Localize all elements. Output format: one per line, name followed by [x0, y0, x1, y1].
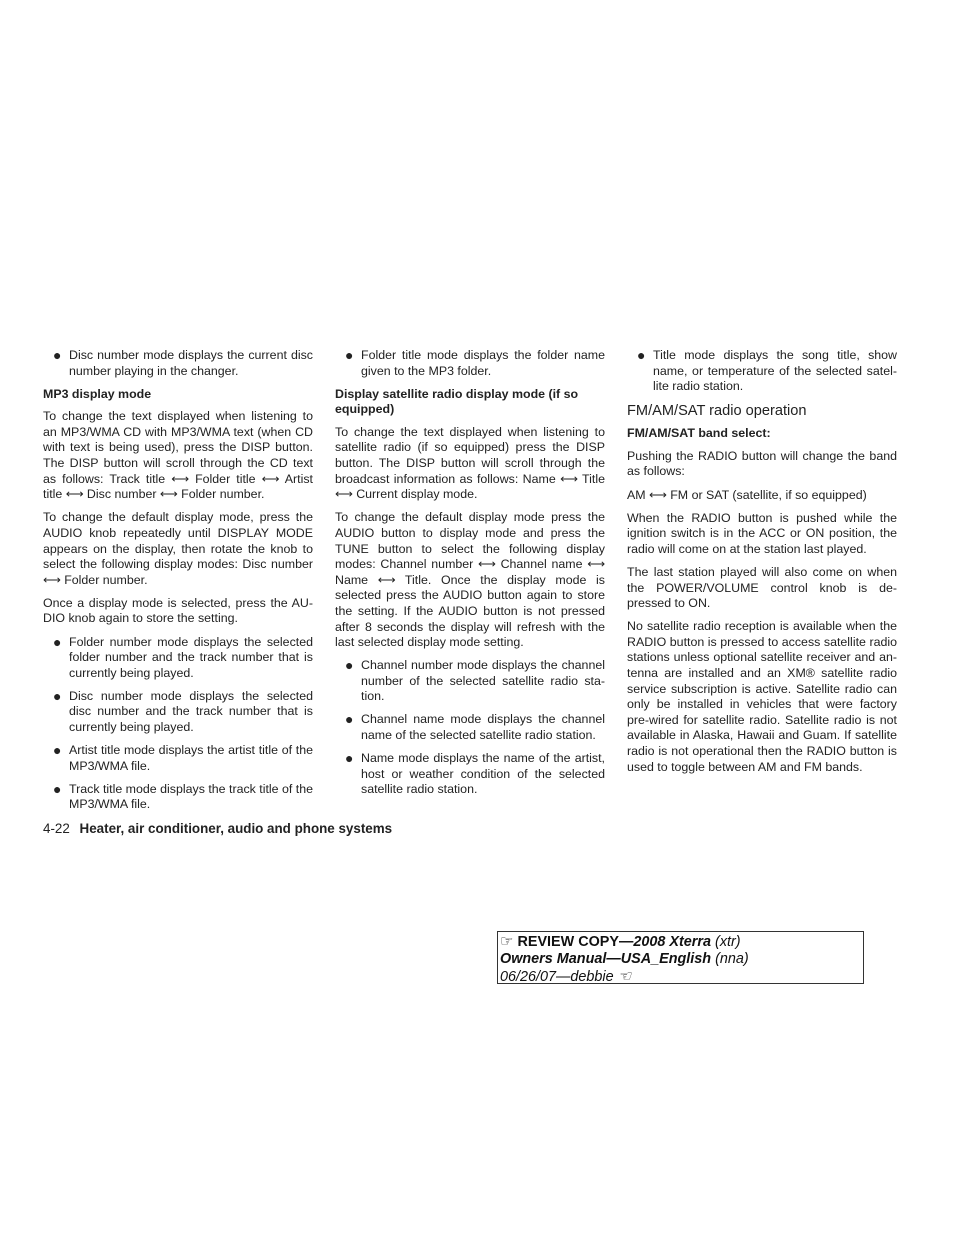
list-item	[43, 348, 313, 379]
paragraph: Once a display mode is selected, press the AU-DIO knob again to store the setting.	[43, 595, 313, 626]
bullet-text: Disc number mode displays the current disc number playing in the changer.	[69, 348, 313, 378]
list-item	[43, 782, 313, 813]
stamp-date: 06/26/07—debbie	[500, 969, 614, 985]
paragraph: To change the text displayed when listening to satellite radio (if so equipped) press the DISP button. The DISP button will scroll through the broadcast information as follows: Name ⟷ Title ⟷ Current display mode.	[335, 424, 605, 502]
column-2	[335, 348, 605, 805]
page-footer	[43, 820, 392, 838]
column-1	[43, 348, 313, 820]
pointing-hand-left-icon: ☜	[617, 968, 632, 985]
manual-code: (nna)	[711, 951, 749, 967]
bullet-icon: ●	[53, 687, 62, 704]
column-3	[627, 348, 897, 783]
review-copy-stamp	[497, 931, 864, 984]
paragraph: To change the default display mode press the AUDIO button to display mode and press the TUNE button to select the following display modes: Channel number ⟷ Channel name ⟷ Name ⟷ Title. Once the display mode is selected press the AUDIO button again to store the setting. If the AUDIO button is not pressed after 8 seconds the display will refresh with the last selected display mode setting.	[335, 510, 605, 650]
bullet-icon: ●	[345, 347, 354, 363]
list-item	[335, 751, 605, 798]
list-item	[43, 743, 313, 774]
bullet-icon: ●	[637, 347, 646, 363]
stamp-line-1	[500, 933, 863, 951]
stamp-line-3	[500, 968, 863, 986]
paragraph: AM ⟷ FM or SAT (satellite, if so equipped)	[627, 487, 867, 502]
paragraph: No satellite radio reception is available when the RADIO button is pressed to access satellite radio stations unless optional satellite receiver and an-tenna are installed and an XM® satellite radio service subscription is active. Satellite radio can only be installed in vehicles that were factory pre-wired for satellite radio. Satellite radio is not available in Alaska, Hawaii and Guam. If satellite radio is not operational then the RADIO button is used to toggle between AM and FM bands.	[627, 619, 897, 774]
band-select-heading: FM/AM/SAT band select:	[627, 426, 771, 441]
bullet-text: Title mode displays the song title, show name, or temperature of the selected satel-lite radio station.	[653, 348, 897, 394]
bullet-text: Disc number mode displays the selected disc number and the track number that is currently being played.	[69, 688, 313, 734]
bullet-icon: ●	[53, 633, 62, 650]
bullet-text: Folder number mode displays the selected folder number and the track number that is currently being played.	[69, 634, 313, 680]
paragraph: To change the text displayed when listening to an MP3/WMA CD with MP3/WMA text (when CD with text is being used), press the DISP button. The DISP button will scroll through the CD text as follows: Track title ⟷ Folder title ⟷ Artist title ⟷ Disc number ⟷ Folder number.	[43, 409, 313, 502]
bullet-icon: ●	[53, 742, 62, 759]
review-label: REVIEW COPY—	[517, 934, 634, 950]
stamp-line-2	[500, 951, 863, 968]
list-item	[43, 635, 313, 682]
model-name: 2008 Xterra	[633, 934, 712, 950]
satellite-display-mode-heading: Display satellite radio display mode (if so equipped)	[335, 386, 579, 417]
bullet-icon: ●	[345, 711, 354, 728]
chapter-title: Heater, air conditioner, audio and phone systems	[79, 821, 393, 836]
bullet-text: Artist title mode displays the artist title of the MP3/WMA file.	[69, 743, 313, 773]
bullet-list	[43, 348, 313, 379]
bullet-icon: ●	[345, 657, 354, 674]
radio-operation-heading: FM/AM/SAT radio operation	[627, 403, 807, 420]
bullet-text: Name mode displays the name of the artist, host or weather condition of the selected satellite radio station.	[361, 751, 605, 797]
mp3-display-mode-heading: MP3 display mode	[43, 386, 152, 401]
model-code: (xtr)	[711, 934, 741, 950]
bullet-list	[335, 658, 605, 798]
paragraph: To change the default display mode, press the AUDIO knob repeatedly until DISPLAY MODE appears on the display, then rotate the knob to select the following display modes: Disc number ⟷ Folder number.	[43, 510, 313, 587]
bullet-icon: ●	[53, 780, 62, 797]
bullet-text: Channel name mode displays the channel name of the selected satellite radio station.	[361, 712, 605, 743]
bullet-icon: ●	[345, 750, 354, 767]
bullet-list	[43, 635, 313, 813]
list-item	[627, 348, 897, 395]
paragraph: When the RADIO button is pushed while the ignition switch is in the ACC or ON position, the radio will come on at the station last played.	[627, 510, 897, 556]
manual-name: Owners Manual—USA_English	[500, 951, 712, 967]
bullet-list	[627, 348, 897, 395]
list-item	[335, 348, 605, 379]
page-number: 4-22	[43, 821, 70, 836]
bullet-text: Channel number mode displays the channel number of the selected satellite radio sta-tion.	[361, 658, 605, 704]
list-item	[335, 658, 605, 705]
bullet-text: Track title mode displays the track title of the MP3/WMA file.	[69, 781, 314, 812]
paragraph: Pushing the RADIO button will change the band as follows:	[627, 448, 897, 479]
bullet-icon: ●	[53, 347, 62, 363]
paragraph: The last station played will also come on when the POWER/VOLUME control knob is de-pressed to ON.	[627, 564, 897, 611]
list-item	[335, 712, 605, 743]
bullet-list	[335, 348, 605, 379]
list-item	[43, 689, 313, 736]
bullet-text: Folder title mode displays the folder name given to the MP3 folder.	[361, 348, 605, 378]
pointing-hand-right-icon: ☞	[500, 933, 514, 950]
